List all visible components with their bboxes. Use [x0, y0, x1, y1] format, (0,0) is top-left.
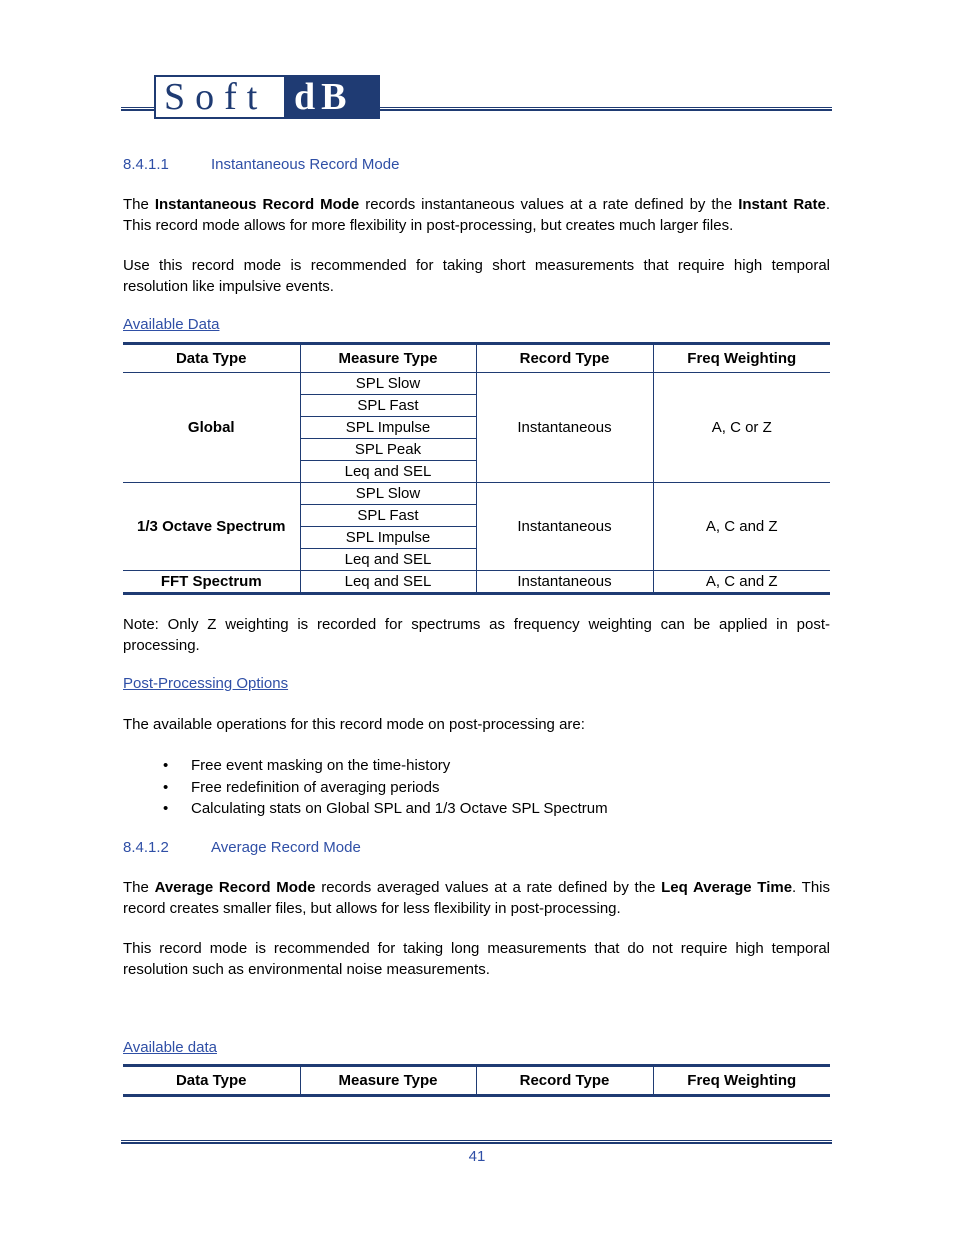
section-title: Average Record Mode	[211, 839, 361, 856]
header-rule-left	[121, 107, 155, 111]
paragraph-instantaneous-intro	[123, 194, 830, 236]
measure-type-cell: SPL Impulse	[300, 417, 476, 439]
list-item: • Calculating stats on Global SPL and 1/3 Octave SPL Spectrum	[163, 798, 608, 820]
softdb-logo	[154, 75, 380, 119]
section-title: Instantaneous Record Mode	[211, 156, 400, 173]
page-number: 41	[468, 1148, 486, 1165]
col-header: Freq Weighting	[653, 344, 830, 373]
available-data-table	[123, 342, 830, 595]
record-type-cell: Instantaneous	[476, 483, 653, 571]
available-data-link-2[interactable]: Available data	[123, 1039, 217, 1056]
section-number: 8.4.1.2	[123, 839, 169, 856]
freq-weighting-cell: A, C and Z	[653, 571, 830, 594]
section-number: 8.4.1.1	[123, 156, 169, 173]
col-header: Record Type	[476, 344, 653, 373]
paragraph-average-usage: This record mode is recommended for taking long measurements that do not require high temporal resolution such as environmental noise measurements.	[123, 940, 830, 978]
measure-type-cell: Leq and SEL	[300, 549, 476, 571]
paragraph-instantaneous-usage: Use this record mode is recommended for taking short measurements that require high temporal resolution like impulsive events.	[123, 257, 830, 295]
measure-type-cell: SPL Slow	[300, 483, 476, 505]
bold-term: Instant Rate	[738, 196, 826, 213]
table-row	[123, 571, 830, 594]
col-header: Data Type	[175, 350, 247, 367]
col-header: Measure Type	[300, 344, 476, 373]
post-processing-list	[163, 755, 608, 820]
section-heading-1	[123, 156, 399, 173]
text-run: . This record creates smaller files, but allows for less flexibility in post-processing.	[123, 879, 830, 917]
text-run: records averaged values at a rate defined by the	[315, 879, 662, 896]
header-rule-right	[380, 107, 832, 111]
post-processing-link[interactable]: Post-Processing Options	[123, 675, 289, 692]
col-header: Data Type	[175, 1072, 247, 1089]
text-run: The	[123, 196, 155, 213]
list-item: • Free redefinition of averaging periods	[163, 777, 608, 799]
measure-type-cell: SPL Fast	[300, 395, 476, 417]
text-run: The	[123, 879, 155, 896]
list-item: • Free event masking on the time-history	[163, 755, 608, 777]
freq-weighting-cell: A, C and Z	[653, 483, 830, 571]
footer-rule	[121, 1140, 832, 1144]
bold-term: Instantaneous Record Mode	[154, 196, 360, 213]
freq-weighting-cell: A, C or Z	[653, 373, 830, 483]
measure-type-cell: SPL Peak	[300, 439, 476, 461]
text-run: . This record mode allows for more flexibility in post-processing, but creates much larger files.	[123, 196, 831, 234]
col-header: Record Type	[476, 1066, 653, 1096]
measure-type-cell: SPL Impulse	[300, 527, 476, 549]
available-data-table-2	[123, 1064, 830, 1097]
measure-type-cell: Leq and SEL	[300, 461, 476, 483]
data-type-cell: Global	[123, 373, 300, 483]
table-header-row	[123, 1066, 830, 1096]
logo-soft: Soft	[156, 77, 284, 117]
table-row	[123, 373, 830, 395]
col-header: Freq Weighting	[653, 1066, 830, 1096]
section-heading-2	[123, 839, 361, 856]
paragraph-average-intro	[123, 877, 830, 919]
record-type-cell: Instantaneous	[476, 373, 653, 483]
data-type-cell: FFT Spectrum	[123, 571, 300, 594]
bold-term: Average Record Mode	[154, 879, 316, 896]
bold-term: Leq Average Time	[661, 879, 793, 896]
table-header-row	[123, 344, 830, 373]
logo-db: dB	[284, 77, 378, 117]
text-run: records instantaneous values at a rate defined by the	[359, 196, 739, 213]
available-data-link[interactable]: Available Data	[123, 316, 220, 333]
record-type-cell: Instantaneous	[476, 571, 653, 594]
measure-type-cell: Leq and SEL	[300, 571, 476, 594]
col-header: Measure Type	[300, 1066, 476, 1096]
table-row	[123, 483, 830, 505]
data-type-cell: 1/3 Octave Spectrum	[123, 483, 300, 571]
measure-type-cell: SPL Slow	[300, 373, 476, 395]
note-paragraph: Note: Only Z weighting is recorded for spectrums as frequency weighting can be applied in post-processing.	[123, 616, 830, 654]
measure-type-cell: SPL Fast	[300, 505, 476, 527]
post-processing-intro: The available operations for this record mode on post-processing are:	[123, 716, 585, 733]
